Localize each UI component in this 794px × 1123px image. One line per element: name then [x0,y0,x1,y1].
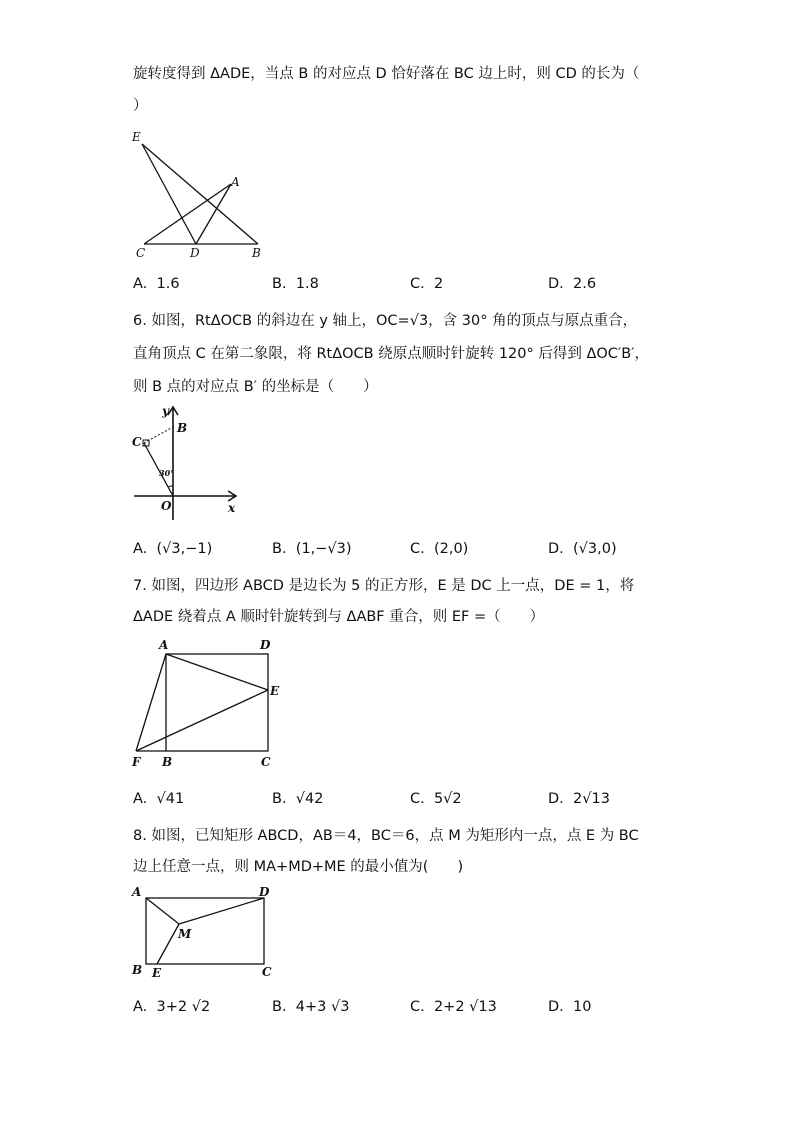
q8-label-C: C [262,965,272,979]
q6-label-B: B [177,421,188,435]
q7-label-E: E [270,684,280,698]
q6-option-d: D. (√3,0) [548,541,617,557]
q5-segment-AC [144,184,231,244]
q5-option-c: C. 2 [410,276,444,292]
q6-figure [128,404,248,522]
q7-label-A: A [159,638,169,652]
q6-text-line3: 则 B 点的对应点 B′ 的坐标是（ ） [133,379,378,395]
q8-label-A: A [132,885,142,899]
q5-segment-EB [142,144,258,244]
q7-square-ABCD [166,654,268,751]
q8-option-b: B. 4+3 √3 [272,999,350,1015]
q7-segment-AE [166,654,268,690]
q7-figure [128,634,288,772]
q5-text-line2: ） [133,98,148,114]
q7-option-d: D. 2√13 [548,791,610,807]
q6-segment-CB [144,427,173,443]
q5-option-a: A. 1.6 [133,276,180,292]
q5-figure [130,128,270,263]
q8-rectangle-ABCD [146,898,264,964]
q7-text-line1: 7. 如图，四边形 ABCD 是边长为 5 的正方形，E 是 DC 上一点，DE = 1，将 [133,578,635,594]
q5-label-D: D [190,246,200,260]
q8-label-M: M [178,927,192,941]
q6-text-line1: 6. 如图，RtΔOCB 的斜边在 y 轴上，OC=√3，含 30° 角的顶点与原点重合， [133,313,638,329]
q6-option-c: C. (2,0) [410,541,469,557]
q5-label-C: C [136,246,146,260]
q7-segment-AF [136,654,166,751]
q5-segment-AD [196,184,231,244]
q8-segment-ME [157,924,179,964]
q8-label-E: E [152,966,162,980]
q7-option-b: B. √42 [272,791,324,807]
q8-label-D: D [259,885,270,899]
q7-text-line2: ΔADE 绕着点 A 顺时针旋转到与 ΔABF 重合，则 EF =（ ） [133,609,545,625]
q7-label-C: C [261,755,271,769]
q8-label-B: B [132,963,143,977]
q6-label-x: x [228,501,236,515]
q8-option-c: C. 2+2 √13 [410,999,497,1015]
q8-segment-MA [146,898,179,924]
q6-label-y: y [162,404,169,418]
q5-label-E: E [132,130,141,144]
q6-label-C: C [132,435,142,449]
q6-label-O: O [161,499,172,513]
q7-segment-FE [136,690,268,751]
q6-label-angle: 30° [159,468,175,478]
q8-segment-MD [179,898,264,924]
q5-option-d: D. 2.6 [548,276,597,292]
q5-option-b: B. 1.8 [272,276,319,292]
q7-label-F: F [132,755,141,769]
q5-text-line1: 旋转度得到 ΔADE，当点 B 的对应点 D 恰好落在 BC 边上时，则 CD 的长为（ [133,66,640,82]
q5-label-B: B [252,246,261,260]
q7-option-a: A. √41 [133,791,185,807]
q7-option-c: C. 5√2 [410,791,462,807]
q7-label-D: D [260,638,271,652]
q6-option-a: A. (√3,−1) [133,541,213,557]
q8-text-line1: 8. 如图，已知矩形 ABCD，AB＝4，BC＝6，点 M 为矩形内一点，点 E 为 BC [133,828,639,844]
q5-segment-ED [142,144,196,244]
q7-label-B: B [162,755,173,769]
q8-figure [128,882,288,982]
q8-text-line2: 边上任意一点，则 MA+MD+ME 的最小值为( ) [133,859,464,875]
q6-text-line2: 直角顶点 C 在第二象限，将 RtΔOCB 绕原点顺时针旋转 120° 后得到 ΔOC′B′， [133,346,649,362]
q8-option-d: D. 10 [548,999,592,1015]
q6-option-b: B. (1,−√3) [272,541,352,557]
q8-option-a: A. 3+2 √2 [133,999,211,1015]
q5-label-A: A [231,175,240,189]
